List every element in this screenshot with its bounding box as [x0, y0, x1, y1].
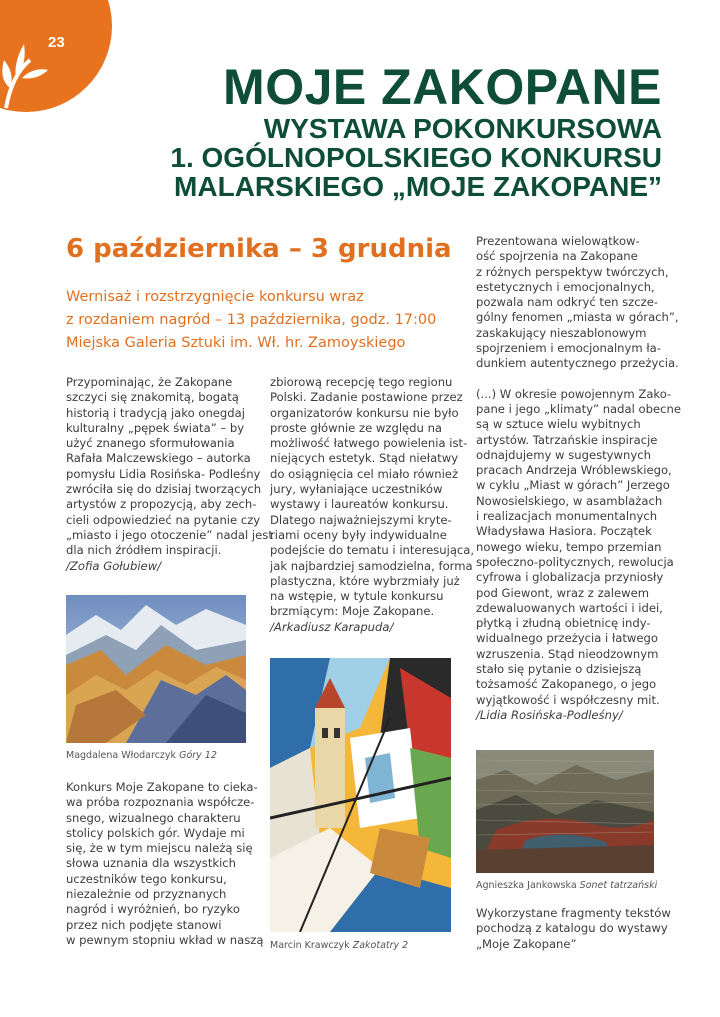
text-line: pane i jego „klimaty” nadal obecne	[476, 401, 681, 416]
text-line: zwróciła się do dzisiaj tworzących	[66, 482, 262, 497]
text-line: dunkiem autentycznego przeżycia.	[476, 356, 679, 371]
text-line: „miasto i jego otoczenie” nadal jest	[66, 527, 273, 542]
text-line: artystów z propozycją, aby zech-	[66, 497, 257, 512]
painting-author: Agnieszka Jankowska	[476, 880, 577, 891]
vernissage-line: Miejska Galeria Sztuki im. Wł. hr. Zamoyskiego	[66, 335, 406, 351]
title-line: WYSTAWA POKONKURSOWA	[263, 113, 662, 144]
leaf-icon	[0, 30, 50, 110]
page-number: 23	[48, 34, 65, 51]
painting-gory-12	[66, 595, 246, 743]
text-line: estetycznych i emocjonalnych,	[476, 279, 655, 294]
text-line: niejących estetyk. Stąd niełatwy	[270, 451, 459, 466]
title-line: MALARSKIEGO „MOJE ZAKOPANE”	[174, 171, 662, 202]
text-line: Prezentowana wielowątkow-	[476, 234, 640, 248]
text-line: Władysława Hasiora. Początek	[476, 524, 652, 539]
text-line: uczestników tego konkursu,	[66, 871, 227, 886]
column-1-text	[66, 375, 273, 574]
caption-painting-1	[66, 750, 217, 761]
text-line: Nowosielskiego, w asamblażach	[476, 493, 663, 508]
text-line: (...) W okresie powojennym Zako-	[476, 386, 672, 401]
vernissage-info	[66, 286, 466, 355]
text-line: niezależnie od przyznanych	[66, 887, 227, 902]
text-line: z różnych perspektyw twórczych,	[476, 264, 669, 279]
caption-painting-3	[476, 880, 657, 891]
text-line: użyć znanego sformułowania	[66, 436, 235, 451]
exhibition-dates: 6 października – 3 grudnia	[66, 234, 452, 264]
text-line: wa próba rozpoznania współcze-	[66, 795, 255, 810]
text-line: stolicy polskich gór. Wydaje mi	[66, 825, 245, 840]
text-line: Przypominając, że Zakopane	[66, 375, 233, 389]
text-line: dla nich źródłem inspiracji.	[66, 543, 222, 558]
text-line: Polski. Zadanie postawione przez	[270, 390, 463, 405]
text-line: Konkurs Moje Zakopane to cieka-	[66, 780, 258, 794]
text-line: jury, wyłaniające uczestników	[270, 482, 443, 497]
title-main: MOJE ZAKOPANE	[223, 59, 662, 115]
text-line: proste głównie ze względu na	[270, 420, 443, 435]
column-1-text-continued	[66, 780, 264, 948]
caption-painting-2	[270, 940, 408, 951]
text-line: gólny fenomen „miasta w górach”,	[476, 310, 679, 325]
text-line: nagród i wyróżnień, bo ryzyko	[66, 902, 240, 917]
text-line: stało się pytanie o dzisiejszą	[476, 662, 642, 677]
vernissage-line: Wernisaż i rozstrzygnięcie konkursu wraz	[66, 289, 364, 305]
page-title	[170, 60, 662, 201]
painting-title: Góry 12	[179, 750, 217, 761]
text-line: pod Giewont, wraz z zalewem	[476, 585, 650, 600]
text-line: w pewnym stopniu wkład w naszą	[66, 932, 264, 947]
text-line: Dlatego najważniejszymi kryte-	[270, 512, 452, 527]
text-line: szczyci się znakomitą, bogatą	[66, 390, 239, 405]
text-line: plastyczna, które wybrzmiały już	[270, 573, 460, 588]
text-line: pomysłu Lidia Rosińska- Podleśny	[66, 466, 261, 481]
text-line: snego, wizualnego charakteru	[66, 810, 241, 825]
text-line: możliwość łatwego powielenia ist-	[270, 436, 468, 451]
vernissage-line: z rozdaniem nagród – 13 października, godz. 17:00	[66, 312, 437, 328]
painting-sonet-tatrzanski	[476, 750, 654, 873]
painting-zakotatry-2	[270, 658, 451, 932]
text-line: społeczno-politycznych, rewolucja	[476, 554, 674, 569]
text-line: „Moje Zakopane”	[476, 936, 577, 951]
text-line: do osiągnięcia cel miało również	[270, 466, 459, 481]
text-line: artystów. Tatrzańskie inspiracje	[476, 432, 658, 447]
text-line: riami oceny były indywidualne	[270, 527, 447, 542]
title-line: 1. OGÓLNOPOLSKIEGO KONKURSU	[170, 142, 662, 173]
painting-author: Magdalena Włodarczyk	[66, 750, 177, 761]
text-line: Wykorzystane fragmenty tekstów	[476, 906, 671, 920]
paragraph	[476, 386, 681, 724]
column-3-footnote	[476, 906, 671, 952]
text-line: podejście do tematu i interesująca,	[270, 543, 475, 558]
text-line: brzmiącym: Moje Zakopane.	[270, 604, 435, 619]
text-line: i realizacjach monumentalnych	[476, 509, 658, 524]
author-signature: /Zofia Gołubiew/	[66, 558, 162, 573]
text-line: płytką i złudną obietnicę indy-	[476, 616, 651, 631]
text-line: cieli odpowiedzieć na pytanie czy	[66, 512, 261, 527]
column-3-text	[476, 234, 681, 723]
text-line: kulturalny „pępek świata” – by	[66, 420, 245, 435]
text-line: wzruszenia. Stąd nieodzownym	[476, 646, 659, 661]
text-line: zdewaluowanych wartości i idei,	[476, 600, 663, 615]
text-line: słowa uznania dla wszystkich	[66, 856, 237, 871]
text-line: Rafała Malczewskiego – autorka	[66, 451, 251, 466]
text-line: są w sztuce wielu wybitnych	[476, 417, 641, 432]
text-line: tożsamość Zakopanego, o jego	[476, 677, 657, 692]
text-line: jak najbardziej samodzielna, forma	[270, 558, 473, 573]
text-line: widualnego przeżycia i łatwego	[476, 631, 658, 646]
text-line: organizatorów konkursu nie było	[270, 405, 459, 420]
text-line: spojrzeniem i emocjonalnym ła-	[476, 341, 661, 356]
painting-author: Marcin Krawczyk	[270, 940, 350, 951]
paragraph	[476, 234, 679, 372]
text-line: pracach Andrzeja Wróblewskiego,	[476, 463, 672, 478]
painting-title: Zakotatry 2	[352, 940, 409, 951]
text-line: ość spojrzenia na Zakopane	[476, 249, 638, 264]
painting-title: Sonet tatrzański	[579, 880, 658, 891]
text-line: odnajdujemy w sugestywnych	[476, 447, 651, 462]
column-2-text	[270, 375, 475, 635]
text-line: zaskakujący nieszablonowym	[476, 325, 647, 340]
text-line: zbiorową recepcję tego regionu	[270, 375, 453, 389]
text-line: historią i tradycją jako onegdaj	[66, 405, 245, 420]
author-signature: /Arkadiusz Karapuda/	[270, 619, 394, 634]
text-line: wyjątkowość i współczesny mit.	[476, 692, 660, 707]
text-line: na wstępie, w tytule konkursu	[270, 589, 444, 604]
text-line: pochodzą z katalogu do wystawy	[476, 921, 668, 936]
author-signature: /Lidia Rosińska-Podleśny/	[476, 707, 623, 722]
text-line: przez nich podjęte stanowi	[66, 917, 222, 932]
text-line: cyfrowa i globalizacja przyniosły	[476, 570, 664, 585]
text-line: się, że w tym miejscu należą się	[66, 841, 253, 856]
text-line: nowego wieku, tempo przemian	[476, 539, 662, 554]
text-line: w cyklu „Miast w górach” Jerzego	[476, 478, 670, 493]
text-line: wystawy i laureatów konkursu.	[270, 497, 449, 512]
text-line: pozwala nam odkryć ten szcze-	[476, 295, 659, 310]
